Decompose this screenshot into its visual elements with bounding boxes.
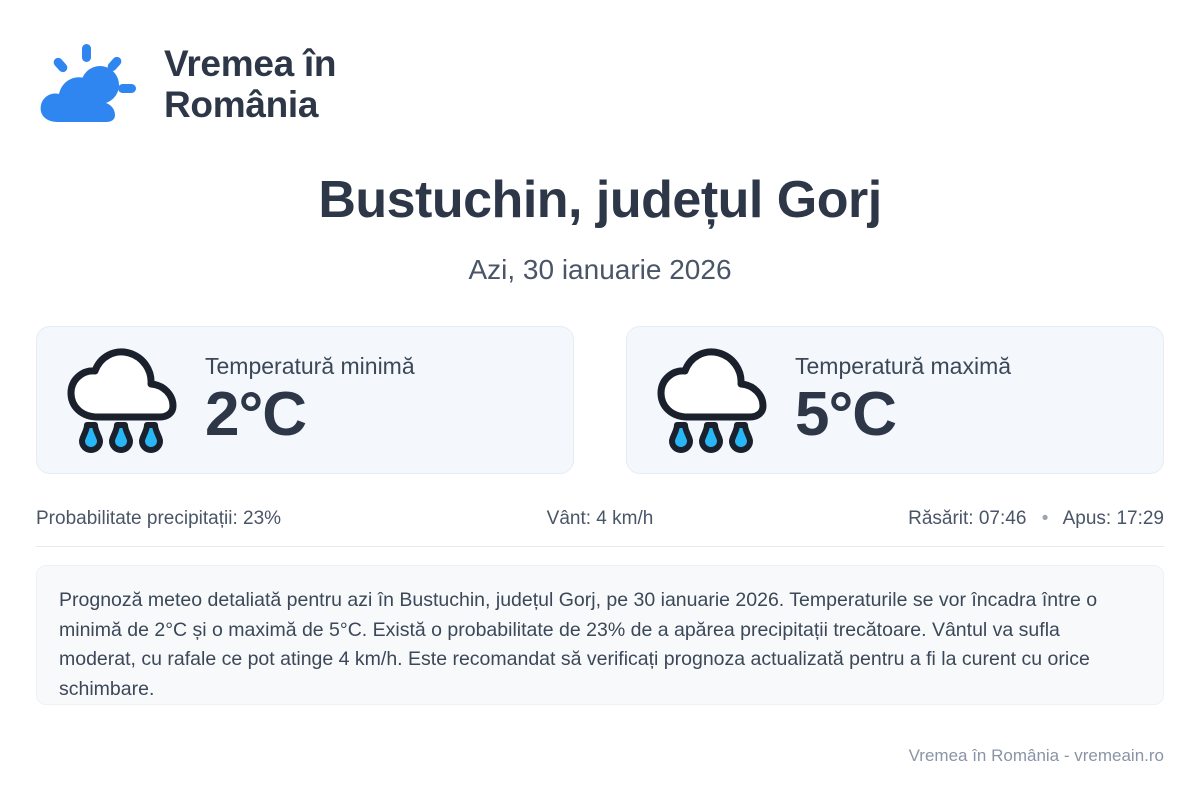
brand-title-line1: Vremea în — [164, 42, 337, 84]
brand-title-line2: România — [164, 84, 319, 125]
wind-stat: Vânt: 4 km/h — [546, 508, 654, 529]
forecast-description: Prognoză meteo detaliată pentru azi în Bustuchin, județul Gorj, pe 30 ianuarie 2026. Temperaturile se vor încadra între o minimă de 2°C și o maximă de 5°C. Există o probabilitate de 23% de a apărea precipitații trecătoare. Vântul va sufla moderat, cu rafale ce pot atinge 4 km/h. Este recomandat să verificați prognoza actualizată pentru a fi la curent cu orice schimbare. — [36, 565, 1164, 705]
rain-cloud-icon — [653, 345, 773, 455]
precipitation-stat: Probabilitate precipitații: 23% — [36, 508, 282, 529]
min-temperature-text — [205, 353, 415, 447]
max-temperature-value: 5°C — [795, 379, 897, 449]
page-date: Azi, 30 ianuarie 2026 — [468, 254, 732, 285]
stat-separator: • — [1041, 508, 1049, 529]
weather-stats — [36, 508, 1164, 547]
min-temperature-label: Temperatură minimă — [205, 352, 415, 379]
sun-cloud-icon — [36, 36, 142, 132]
page-title: Bustuchin, județul Gorj — [318, 171, 882, 229]
max-temperature-card — [626, 326, 1164, 474]
min-temperature-value: 2°C — [205, 379, 307, 449]
max-temperature-label: Temperatură maximă — [795, 352, 1012, 379]
min-temperature-card — [36, 326, 574, 474]
temperature-cards — [36, 326, 1164, 474]
sunrise-value: Răsărit: 07:46 — [908, 508, 1027, 529]
sunset-value: Apus: 17:29 — [1062, 508, 1164, 529]
rain-cloud-icon — [63, 345, 183, 455]
sun-times-stat — [788, 508, 1164, 530]
footer-credit: Vremea în România - vremeain.ro — [908, 746, 1164, 765]
brand-header — [36, 36, 1164, 132]
brand-title — [164, 43, 336, 126]
max-temperature-text — [795, 353, 1011, 447]
